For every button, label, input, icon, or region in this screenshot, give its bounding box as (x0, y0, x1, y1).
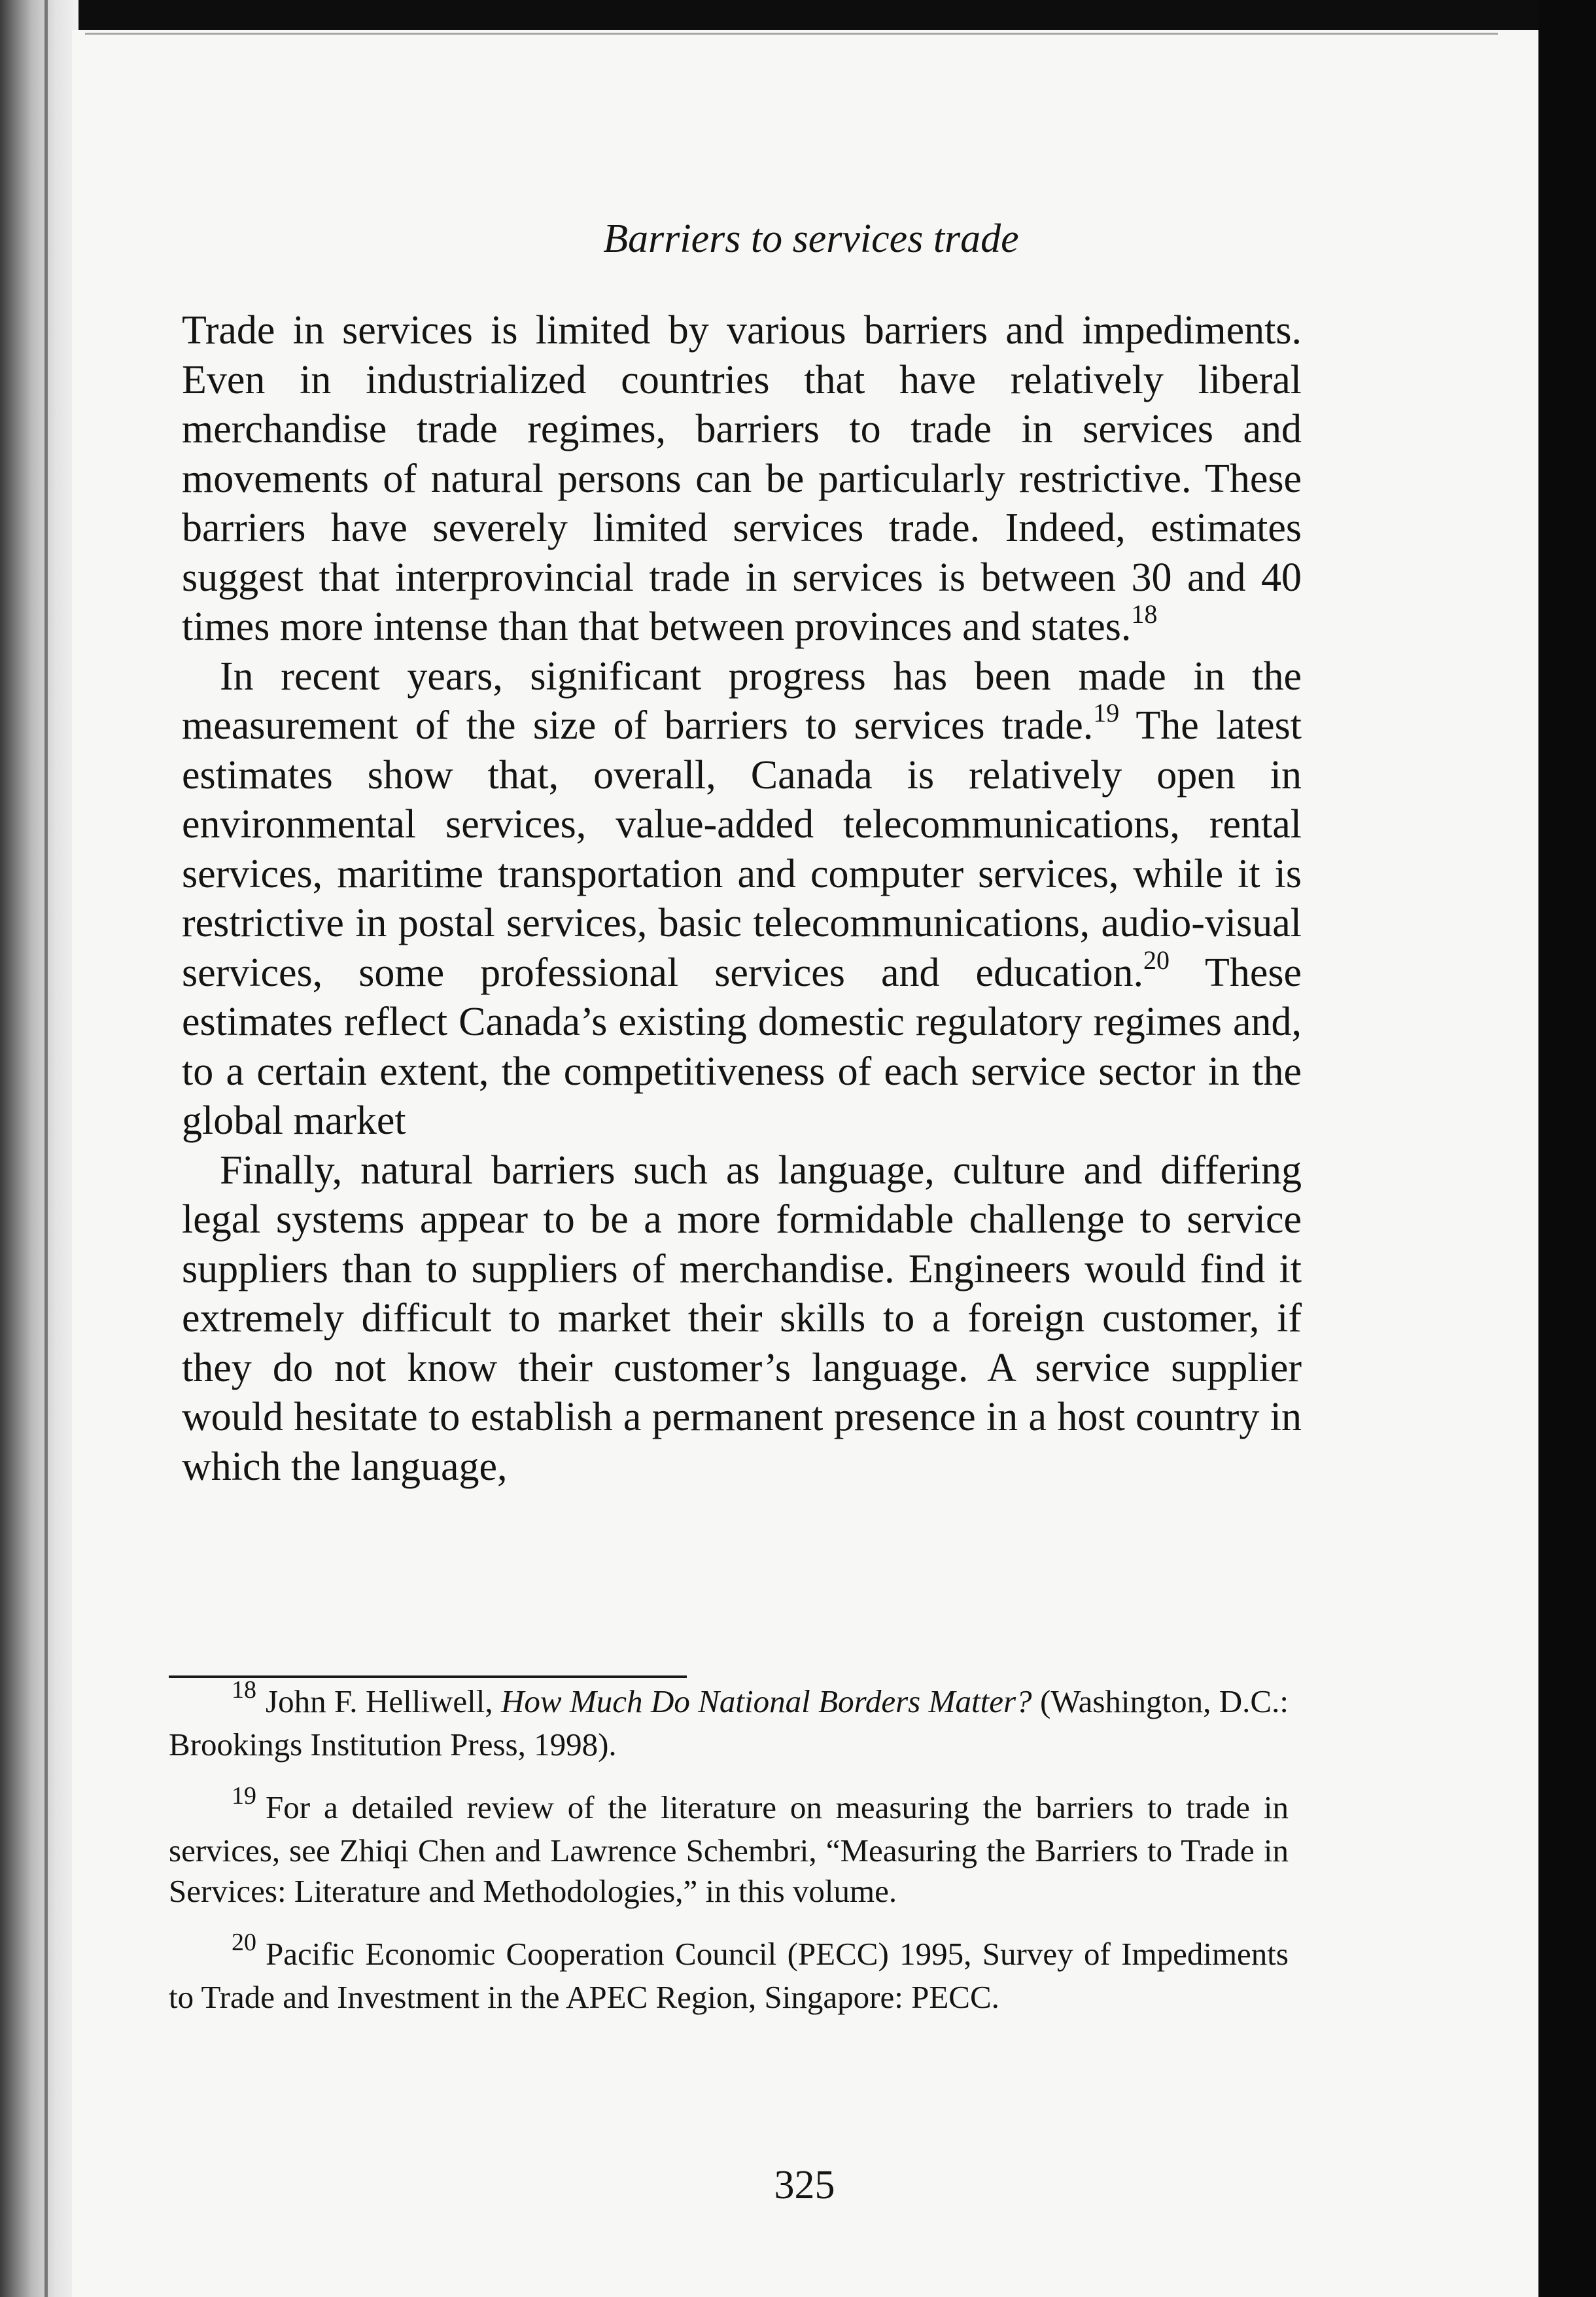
footnote-ref-20[interactable]: 20 (1143, 945, 1170, 975)
paragraph-1 (182, 306, 1302, 652)
footnote-ref-19[interactable]: 19 (1093, 698, 1120, 728)
page-top-edge (85, 33, 1498, 35)
footnote-number: 20 (232, 1929, 256, 1956)
body-text (182, 306, 1302, 1492)
footnote-20 (169, 1929, 1289, 2018)
footnote-ref-18[interactable]: 18 (1131, 599, 1158, 629)
scan-border-right (1538, 0, 1596, 2297)
footnote-text: John F. Helliwell, (266, 1683, 501, 1719)
footnote-number: 19 (232, 1782, 256, 1810)
footnote-number: 18 (232, 1676, 256, 1704)
footnote-text: For a detailed review of the literature on measuring the barriers to trade in services, see Zhiqi Chen and Lawrence Schembri, “Measuring the Barriers to Trade in Services: Literature and Methodologies,” in this volume. (169, 1789, 1289, 1909)
footnote-19 (169, 1782, 1289, 1912)
spine-crease (44, 0, 48, 2297)
page-number: 325 (774, 2163, 835, 2207)
footnote-18 (169, 1676, 1289, 1765)
scan-border-top (0, 0, 1596, 30)
footnote-text: Pacific Economic Cooperation Council (PECC) 1995, Survey of Impediments to Trade and Investment in the APEC Region, Singapore: PECC. (169, 1936, 1289, 2015)
footnote-title: How Much Do National Borders Matter? (500, 1683, 1032, 1719)
paragraph-2-text-c: These estimates reflect Canada’s existing domestic regulatory regimes and, to a certain extent, the competitiveness of each service sector in the global market (182, 950, 1302, 1143)
book-spine-shadow (0, 0, 78, 2297)
paragraph-2 (182, 652, 1302, 1146)
footnotes (169, 1676, 1289, 2040)
footnote-text-tail: (Washington, D.C.: Brookings Institution Press, 1998). (169, 1683, 1289, 1762)
paragraph-2-text-b: The latest estimates show that, overall, Canada is relatively open in environmental services, value-added telecommunications, rental services, maritime transportation and computer services, while it is restrictive in postal services, basic telecommunications, audio-visual services, some professional services and education. (182, 703, 1302, 995)
paragraph-3-text: Finally, natural barriers such as language, culture and differing legal systems appear to be a more formidable challenge to service suppliers than to suppliers of merchandise. Engineers would find it extremely difficult to market their skills to a foreign customer, if they do not know their customer’s language. A service supplier would hesitate to establish a permanent presence in a host country in which the language, (182, 1148, 1302, 1489)
paragraph-3 (182, 1146, 1302, 1492)
running-header: Barriers to services trade (603, 217, 1019, 261)
paragraph-2-text-a: In recent years, significant progress has been made in the measurement of the size of barriers to services trade. (182, 654, 1302, 748)
paragraph-1-text: Trade in services is limited by various barriers and impediments. Even in industrialized countries that have relatively liberal merchandise trade regimes, barriers to trade in services and movements of natural persons can be particularly restrictive. These barriers have severely limited services trade. Indeed, estimates suggest that interprovincial trade in services is between 30 and 40 times more intense than that between provinces and states. (182, 308, 1302, 649)
